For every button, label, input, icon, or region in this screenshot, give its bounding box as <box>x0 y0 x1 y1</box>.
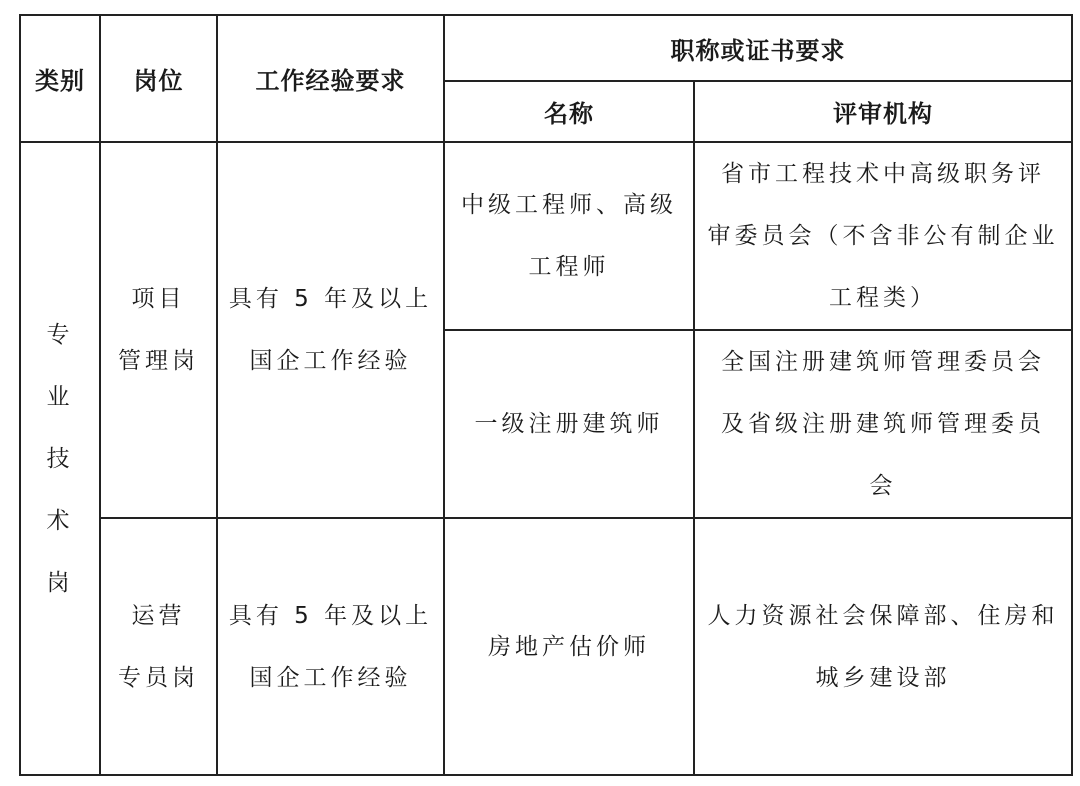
cert-body-line: 省市工程技术中高级职务评 <box>721 161 1045 187</box>
category-char: 术 <box>46 507 74 534</box>
header-cert-body: 评审机构 <box>694 81 1072 142</box>
header-cert-group: 职称或证书要求 <box>444 15 1072 81</box>
position-cell <box>100 518 217 775</box>
category-char: 岗 <box>46 569 74 596</box>
experience-line: 国企工作经验 <box>249 664 412 691</box>
table-row <box>20 142 1072 330</box>
cert-name-cell <box>444 142 694 330</box>
cert-name-line: 中级工程师、高级 <box>461 192 677 218</box>
category-cell <box>20 142 100 775</box>
requirements-table <box>19 14 1073 776</box>
cert-body-line: 城乡建设部 <box>815 664 951 691</box>
header-category: 类别 <box>20 15 100 142</box>
position-line: 项目 <box>131 286 186 312</box>
position-line: 运营 <box>131 602 186 629</box>
position-cell <box>100 142 217 518</box>
category-char: 专 <box>46 321 74 348</box>
cert-name-line: 一级注册建筑师 <box>474 411 664 437</box>
cert-body-cell <box>694 142 1072 330</box>
cert-name-cell <box>444 330 694 518</box>
cert-body-line: 人力资源社会保障部、住房和 <box>707 602 1059 629</box>
experience-line: 具有 5 年及以上 <box>228 602 433 629</box>
cert-body-cell <box>694 518 1072 775</box>
category-char: 业 <box>46 383 74 410</box>
header-position: 岗位 <box>100 15 217 142</box>
cert-body-cell <box>694 330 1072 518</box>
position-line: 管理岗 <box>118 348 199 374</box>
experience-cell <box>217 142 444 518</box>
cert-name-line: 工程师 <box>528 254 610 280</box>
cert-body-line: 审委员会（不含非公有制企业 <box>707 223 1059 249</box>
header-cert-name: 名称 <box>444 81 694 142</box>
cert-name-line: 房地产估价师 <box>488 633 650 660</box>
cert-body-line: 工程类） <box>829 285 937 311</box>
cert-body-line: 会 <box>869 473 897 499</box>
cert-body-line: 全国注册建筑师管理委员会 <box>721 349 1045 375</box>
cert-body-line: 及省级注册建筑师管理委员 <box>721 411 1045 437</box>
header-row-1 <box>20 15 1072 81</box>
cert-name-cell <box>444 518 694 775</box>
header-experience: 工作经验要求 <box>217 15 444 142</box>
experience-line: 国企工作经验 <box>249 348 412 374</box>
table-row <box>20 518 1072 775</box>
experience-line: 具有 5 年及以上 <box>228 286 433 312</box>
position-line: 专员岗 <box>118 664 199 691</box>
experience-cell <box>217 518 444 775</box>
category-char: 技 <box>46 445 74 472</box>
